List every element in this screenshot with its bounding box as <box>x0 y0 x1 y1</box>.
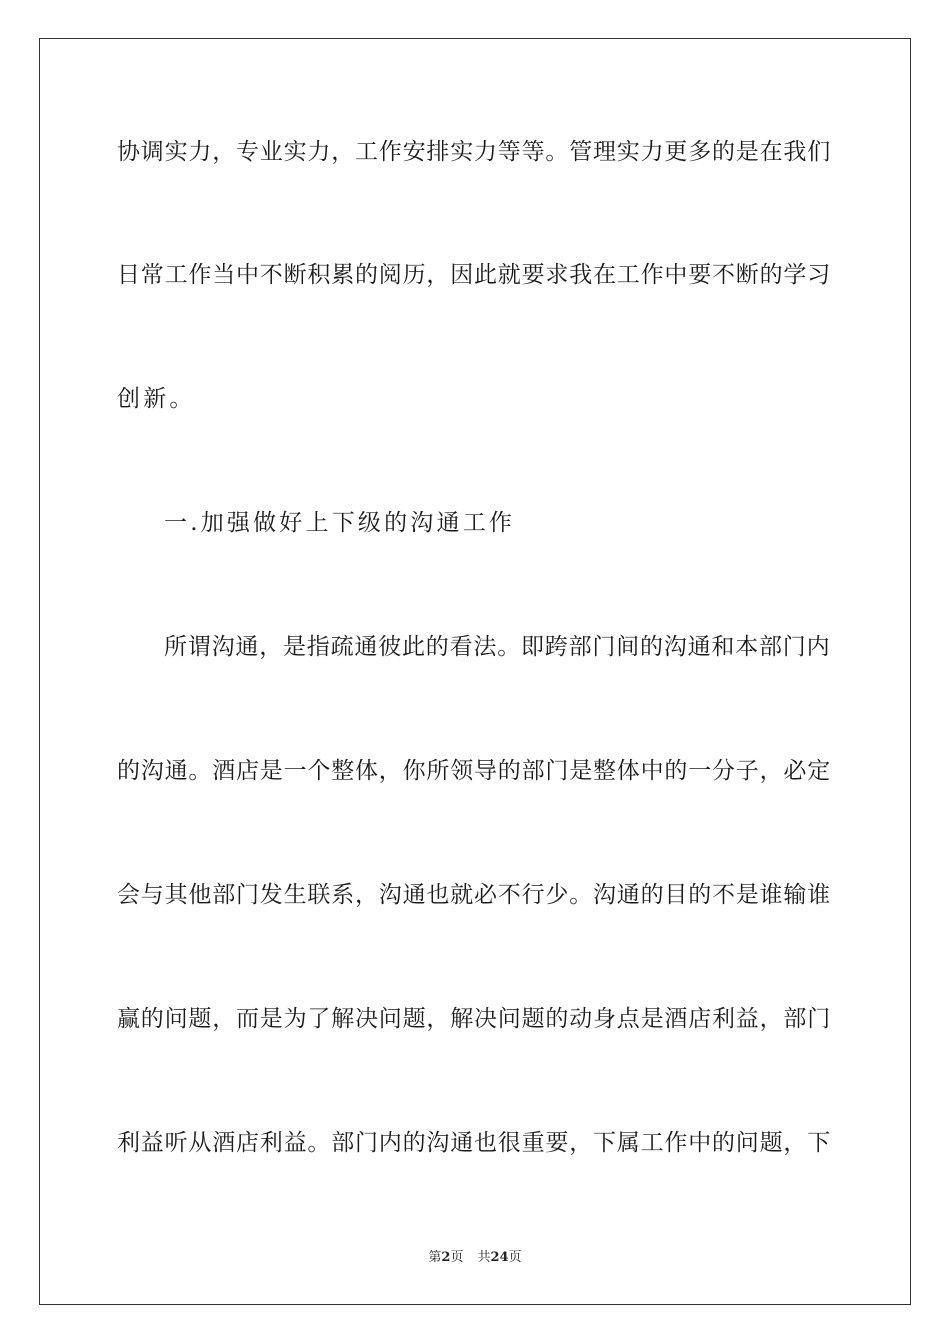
paragraph-line-9: 利益听从酒店利益。部门内的沟通也很重要，下属工作中的问题，下 <box>117 1130 831 1156</box>
page-suffix: 页 <box>450 1250 464 1265</box>
total-pages: 24 <box>490 1250 509 1265</box>
page-border <box>39 38 911 1305</box>
paragraph-line-3: 创新。 <box>117 386 196 412</box>
total-prefix: 共 <box>477 1250 491 1265</box>
section-heading: 一.加强做好上下级的沟通工作 <box>164 510 516 536</box>
paragraph-line-5: 所谓沟通，是指疏通彼此的看法。即跨部门间的沟通和本部门内 <box>164 634 831 660</box>
paragraph-line-6: 的沟通。酒店是一个整体，你所领导的部门是整体中的一分子，必定 <box>117 758 831 784</box>
total-suffix: 页 <box>508 1250 522 1265</box>
paragraph-line-7: 会与其他部门发生联系，沟通也就必不行少。沟通的目的不是谁输谁 <box>117 882 831 908</box>
page-prefix: 第 <box>428 1250 442 1265</box>
paragraph-line-1: 协调实力，专业实力，工作安排实力等等。管理实力更多的是在我们 <box>117 139 831 165</box>
paragraph-line-8: 赢的问题，而是为了解决问题，解决问题的动身点是酒店利益，部门 <box>117 1006 831 1032</box>
page-number: 2 <box>441 1250 451 1265</box>
page-footer <box>0 1250 950 1266</box>
paragraph-line-2: 日常工作当中不断积累的阅历，因此就要求我在工作中要不断的学习 <box>117 262 831 288</box>
